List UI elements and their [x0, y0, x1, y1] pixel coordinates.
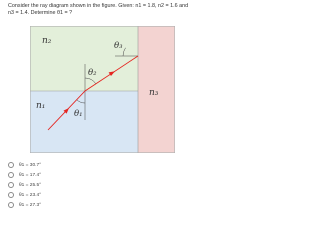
question-text: Consider the ray diagram shown in the figure. Given: n1 = 1.8, n2 = 1.6 and n3 = 1.4. Determine θ1 = ? — [8, 3, 189, 17]
answer-options — [8, 160, 41, 210]
option-label: θ1 = 27.3° — [19, 202, 42, 208]
medium-n1-region — [30, 91, 138, 153]
option-2[interactable] — [8, 170, 41, 180]
radio-button[interactable] — [8, 182, 14, 188]
ray-diagram-svg — [30, 26, 175, 153]
option-label: θ1 = 30.7° — [19, 162, 42, 168]
option-5[interactable] — [8, 200, 41, 210]
option-label: θ1 = 25.5° — [19, 182, 42, 188]
radio-button[interactable] — [8, 162, 14, 168]
option-1[interactable] — [8, 160, 41, 170]
label-theta1: θ₁ — [74, 109, 83, 119]
label-n3: n₃ — [149, 88, 159, 98]
label-theta2: θ₂ — [88, 68, 97, 78]
radio-button[interactable] — [8, 192, 14, 198]
option-3[interactable] — [8, 180, 41, 190]
ray-diagram — [30, 26, 175, 153]
option-4[interactable] — [8, 190, 41, 200]
option-label: θ1 = 17.4° — [19, 172, 42, 178]
option-label: θ1 = 23.4° — [19, 192, 42, 198]
label-n1: n₁ — [36, 101, 46, 111]
label-n2: n₂ — [42, 36, 52, 46]
radio-button[interactable] — [8, 202, 14, 208]
label-theta3: θ₃ — [114, 41, 123, 51]
radio-button[interactable] — [8, 172, 14, 178]
